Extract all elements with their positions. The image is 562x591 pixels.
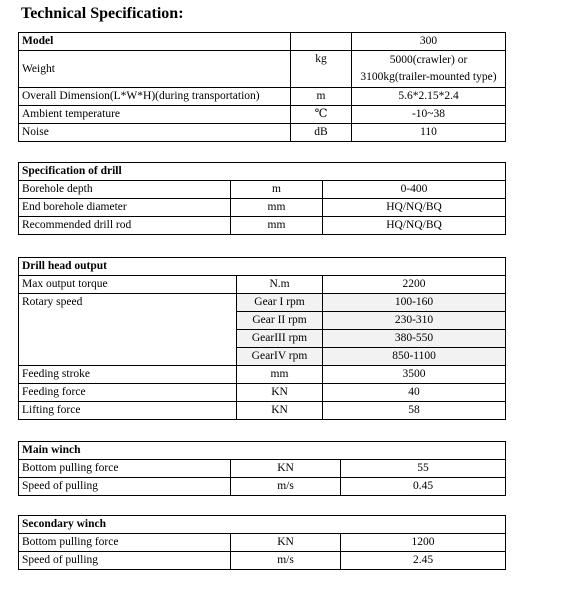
table-row: [19, 402, 506, 420]
gear-1-unit: Gear I rpm: [237, 294, 323, 312]
model-value: 300: [352, 33, 506, 51]
main-pulling-force-label: Bottom pulling force: [19, 460, 231, 478]
drill-head-section-header: Drill head output: [19, 258, 506, 276]
secondary-pulling-force-label: Bottom pulling force: [19, 534, 231, 552]
table-row: [19, 163, 506, 181]
torque-label: Max output torque: [19, 276, 237, 294]
table-row: [19, 516, 506, 534]
secondary-pulling-speed-label: Speed of pulling: [19, 552, 231, 570]
table-row: [19, 442, 506, 460]
noise-value: 110: [352, 124, 506, 142]
noise-unit: dB: [291, 124, 352, 142]
model-label: Model: [19, 33, 291, 51]
table-row: [19, 552, 506, 570]
lifting-force-value: 58: [323, 402, 506, 420]
table-row: [19, 181, 506, 199]
table-row: [19, 88, 506, 106]
secondary-pulling-force-unit: KN: [231, 534, 341, 552]
temperature-label: Ambient temperature: [19, 106, 291, 124]
table-row: [19, 199, 506, 217]
drill-head-table: [18, 257, 506, 420]
feeding-force-label: Feeding force: [19, 384, 237, 402]
gear-3-value: 380-550: [323, 330, 506, 348]
drill-section-header: Specification of drill: [19, 163, 506, 181]
table-row: [19, 258, 506, 276]
main-pulling-force-unit: KN: [231, 460, 341, 478]
main-pulling-speed-label: Speed of pulling: [19, 478, 231, 496]
gear-2-value: 230-310: [323, 312, 506, 330]
secondary-winch-table: [18, 515, 506, 570]
temperature-value: -10~38: [352, 106, 506, 124]
secondary-pulling-speed-value: 2.45: [341, 552, 506, 570]
lifting-force-unit: KN: [237, 402, 323, 420]
gear-1-value: 100-160: [323, 294, 506, 312]
gear-2-unit: Gear II rpm: [237, 312, 323, 330]
end-diameter-value: HQ/NQ/BQ: [323, 199, 506, 217]
borehole-depth-value: 0-400: [323, 181, 506, 199]
table-row: [19, 106, 506, 124]
table-row: [19, 366, 506, 384]
drill-rod-label: Recommended drill rod: [19, 217, 231, 235]
main-winch-section-header: Main winch: [19, 442, 506, 460]
weight-value-line1: 5000(crawler) or: [389, 54, 468, 66]
weight-value-line2: 3100kg(trailer-mounted type): [360, 71, 497, 83]
feeding-stroke-value: 3500: [323, 366, 506, 384]
drill-spec-table: [18, 162, 506, 235]
gear-4-value: 850-1100: [323, 348, 506, 366]
table-row: [19, 51, 506, 88]
gear-4-unit: GearIV rpm: [237, 348, 323, 366]
table-row: [19, 276, 506, 294]
general-spec-table: [18, 32, 506, 142]
table-row: [19, 534, 506, 552]
table-row: [19, 33, 506, 51]
dimension-value: 5.6*2.15*2.4: [352, 88, 506, 106]
end-diameter-label: End borehole diameter: [19, 199, 231, 217]
table-row: [19, 478, 506, 496]
lifting-force-label: Lifting force: [19, 402, 237, 420]
feeding-force-unit: KN: [237, 384, 323, 402]
weight-label: Weight: [19, 51, 291, 88]
table-row: [19, 460, 506, 478]
feeding-stroke-label: Feeding stroke: [19, 366, 237, 384]
end-diameter-unit: mm: [231, 199, 323, 217]
feeding-stroke-unit: mm: [237, 366, 323, 384]
table-row: [19, 384, 506, 402]
main-pulling-speed-value: 0.45: [341, 478, 506, 496]
table-row: [19, 217, 506, 235]
weight-unit: kg: [291, 51, 352, 88]
main-pulling-force-value: 55: [341, 460, 506, 478]
main-winch-table: [18, 441, 506, 496]
drill-rod-value: HQ/NQ/BQ: [323, 217, 506, 235]
borehole-depth-unit: m: [231, 181, 323, 199]
table-row: [19, 294, 506, 312]
torque-value: 2200: [323, 276, 506, 294]
weight-value: [352, 51, 506, 88]
dimension-label: Overall Dimension(L*W*H)(during transportation): [19, 88, 291, 106]
noise-label: Noise: [19, 124, 291, 142]
secondary-pulling-speed-unit: m/s: [231, 552, 341, 570]
table-row: [19, 124, 506, 142]
borehole-depth-label: Borehole depth: [19, 181, 231, 199]
document-title: Technical Specification:: [21, 5, 184, 22]
main-pulling-speed-unit: m/s: [231, 478, 341, 496]
feeding-force-value: 40: [323, 384, 506, 402]
rotary-speed-label: Rotary speed: [19, 294, 237, 366]
secondary-winch-section-header: Secondary winch: [19, 516, 506, 534]
torque-unit: N.m: [237, 276, 323, 294]
temperature-unit: ℃: [291, 106, 352, 124]
gear-3-unit: GearIII rpm: [237, 330, 323, 348]
dimension-unit: m: [291, 88, 352, 106]
secondary-pulling-force-value: 1200: [341, 534, 506, 552]
empty-cell: [291, 33, 352, 51]
drill-rod-unit: mm: [231, 217, 323, 235]
